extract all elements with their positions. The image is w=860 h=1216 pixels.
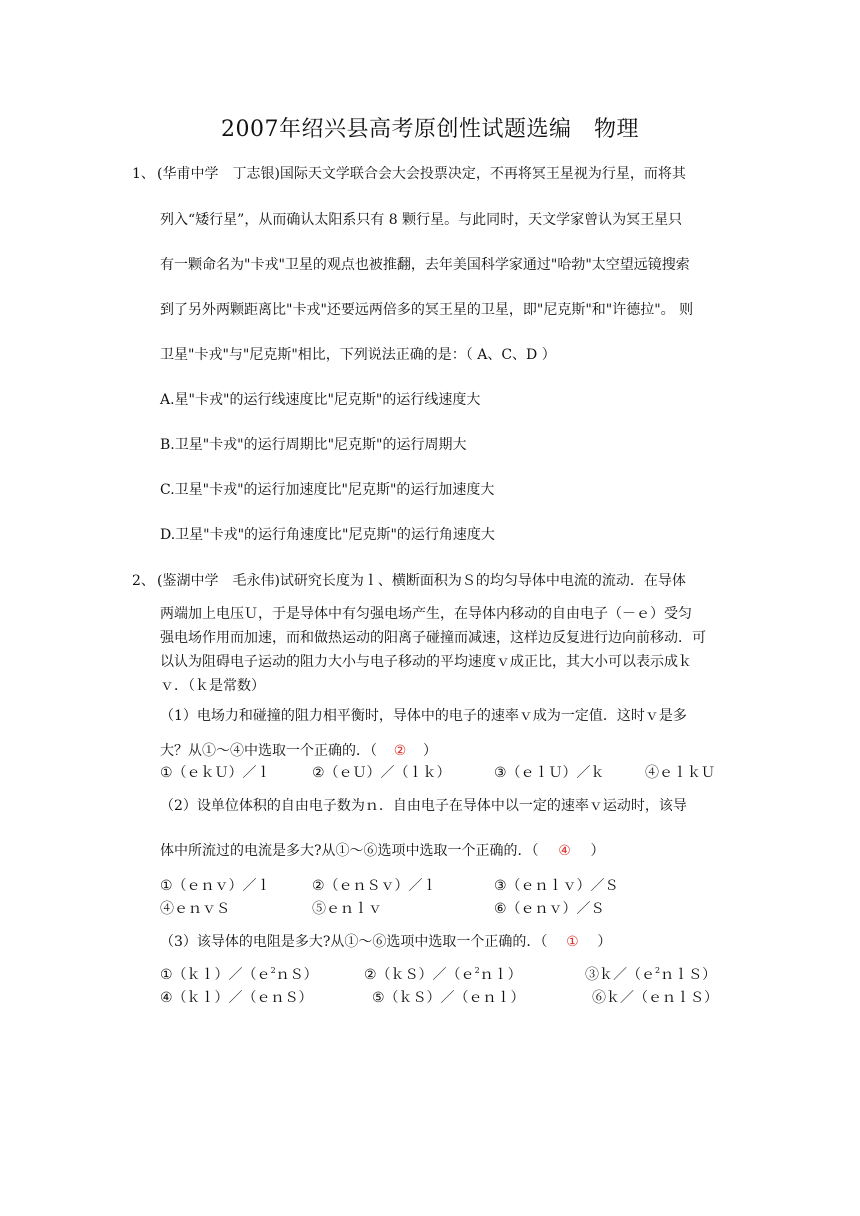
question-1-option-c: C.卫星"卡戎"的运行加速度比"尼克斯"的运行加速度大 bbox=[160, 482, 495, 498]
part-1-option: ③（ｅｌＵ）／ｋ bbox=[494, 765, 605, 781]
question-1-line: 卫星"卡戎"与"尼克斯"相比，下列说法正确的是：（ A、C、D ） bbox=[160, 347, 556, 363]
question-2-line: ｖ．（ｋ是常数） bbox=[160, 678, 265, 694]
option-text: ③ｋ／（ｅ bbox=[585, 967, 655, 983]
part-2-option: ⑤ｅｎｌｖ bbox=[312, 901, 382, 917]
part-3-option: ④（ｋｌ）／（ｅｎＳ） bbox=[160, 990, 313, 1006]
part-1-option: ④ｅｌｋＵ bbox=[645, 765, 715, 781]
superscript: 2 bbox=[270, 966, 276, 975]
part-1-option: ②（ｅＵ）／（ｌｋ） bbox=[312, 765, 451, 781]
part-3-question bbox=[160, 931, 611, 951]
part-3-answer: ① bbox=[566, 934, 579, 950]
part-2-close: ） bbox=[590, 843, 605, 859]
part-3-prompt: （3）该导体的电阻是多大?从①～⑥选项中选取一个正确的．（ bbox=[160, 934, 548, 950]
part-2-option: ③（ｅｎｌｖ）／Ｓ bbox=[494, 878, 619, 894]
question-1-option-d: D.卫星"卡戎"的运行角速度比"尼克斯"的运行角速度大 bbox=[160, 527, 495, 543]
part-1-answer: ② bbox=[393, 743, 407, 759]
part-1-option: ①（ｅｋＵ）／ｌ bbox=[160, 765, 271, 781]
question-1-option-b: B.卫星"卡戎"的运行周期比"尼克斯"的运行周期大 bbox=[160, 437, 467, 453]
part-1-prompt: 大？从①～④中选取一个正确的．（ bbox=[160, 743, 377, 759]
part-2-option: ②（ｅｎＳｖ）／ｌ bbox=[312, 878, 437, 894]
part-2-option: ④ｅｎｖＳ bbox=[160, 901, 230, 917]
part-2-question bbox=[160, 840, 605, 860]
part-3-option bbox=[364, 964, 522, 984]
question-1-line: 列入“矮行星”，从而确认太阳系只有 8 颗行星。与此同时，天文学家曾认为冥王星只 bbox=[160, 212, 683, 228]
question-2-line: (鉴湖中学 毛永伟)试研究长度为ｌ、横断面积为Ｓ的均匀导体中电流的流动．在导体 bbox=[157, 573, 686, 589]
part-3-option bbox=[585, 964, 716, 984]
part-1-close: ） bbox=[423, 743, 437, 759]
question-2-line: 以认为阻碍电子运动的阻力大小与电子移动的平均速度ｖ成正比，其大小可以表示成ｋ bbox=[160, 654, 692, 670]
part-2-option: ①（ｅｎｖ）／ｌ bbox=[160, 878, 271, 894]
option-text: ①（ｋｌ）／（ｅ bbox=[160, 967, 271, 983]
option-text: ｎＳ） bbox=[275, 967, 318, 983]
part-1-question bbox=[160, 740, 437, 760]
superscript: 2 bbox=[655, 966, 661, 975]
part-2-question: （2）设单位体积的自由电子数为ｎ．自由电子在导体中以一定的速率ｖ运动时，该导 bbox=[160, 798, 687, 814]
part-2-answer: ④ bbox=[558, 843, 571, 859]
part-2-option: ⑥（ｅｎｖ）／Ｓ bbox=[494, 901, 605, 917]
part-2-prompt: 体中所流过的电流是多大?从①～⑥选项中选取一个正确的．（ bbox=[160, 843, 539, 859]
question-1-line: 有一颗命名为"卡戎"卫星的观点也被推翻，去年美国科学家通过"哈勃"太空望远镜搜索 bbox=[160, 257, 690, 273]
option-text: ｎｌＳ） bbox=[660, 967, 717, 983]
question-1-number: 1、 bbox=[132, 166, 155, 182]
part-3-option bbox=[160, 964, 318, 984]
option-text: ｎｌ） bbox=[479, 967, 522, 983]
question-1-line: 到了另外两颗距离比"卡戎"还要远两倍多的冥王星的卫星，即"尼克斯"和"许德拉"。 则 bbox=[160, 302, 694, 318]
question-2-line: 两端加上电压Ｕ，于是导体中有匀强电场产生，在导体内移动的自由电子（－ｅ）受匀 bbox=[160, 606, 692, 622]
part-3-option: ⑥ｋ／（ｅｎｌＳ） bbox=[592, 990, 718, 1006]
question-1-option-a: A.星"卡戎"的运行线速度比"尼克斯"的运行线速度大 bbox=[160, 392, 481, 408]
part-1-question: （1）电场力和碰撞的阻力相平衡时，导体中的电子的速率ｖ成为一定值．这时ｖ是多 bbox=[160, 708, 687, 724]
option-text: ②（ｋＳ）／（ｅ bbox=[364, 967, 475, 983]
question-1-line: (华甫中学 丁志银)国际天文学联合会大会投票决定，不再将冥王星视为行星，而将其 bbox=[157, 166, 686, 182]
part-3-option: ⑤（ｋＳ）／（ｅｎｌ） bbox=[372, 990, 525, 1006]
page-title: 2007年绍兴县高考原创性试题选编 物理 bbox=[221, 117, 639, 142]
question-2-line: 强电场作用而加速，而和做热运动的阳离子碰撞而减速，这样边反复进行边向前移动．可 bbox=[160, 630, 706, 646]
part-3-close: ） bbox=[597, 934, 612, 950]
superscript: 2 bbox=[474, 966, 480, 975]
question-2-number: 2、 bbox=[132, 573, 155, 589]
